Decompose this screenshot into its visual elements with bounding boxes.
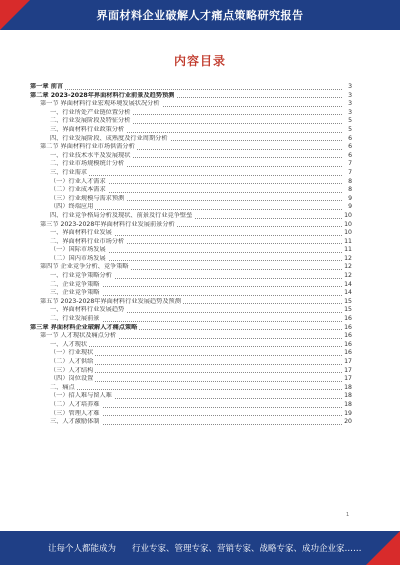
toc-entry[interactable] (30, 100, 352, 109)
toc-entry-text: （三）管理人才难 (50, 409, 100, 417)
toc-entry-page: 18 (344, 392, 352, 400)
toc-entry[interactable] (30, 238, 352, 247)
footer-slogan-left: 让每个人都能成为 (48, 544, 117, 554)
toc-entry-page: 17 (344, 366, 352, 374)
toc-entry-page: 6 (348, 134, 352, 142)
toc-entry-page: 8 (348, 186, 352, 194)
toc-entry-text: 三、界面材料行业政策分析 (50, 125, 125, 133)
toc-entry-text: 三、人才激励体制 (50, 418, 100, 426)
toc-entry[interactable] (30, 135, 352, 144)
toc-entry-page: 3 (348, 108, 352, 116)
toc-entry-text: 一、行业技术水平及发展现状 (50, 151, 131, 159)
toc-entry[interactable] (30, 143, 352, 152)
toc-entry-page: 18 (344, 383, 352, 391)
toc-entry-text: 一、行业竞争策略分析 (50, 272, 112, 280)
toc-entry-text: 四、行业竞争格局分析及现状、前景及行业竞争壁垒 (50, 211, 193, 219)
toc-entry[interactable] (30, 341, 352, 350)
footer-bar (0, 531, 400, 565)
toc-entry[interactable] (30, 289, 352, 298)
toc-entry-page: 20 (344, 418, 352, 426)
toc-entry-page: 10 (344, 220, 352, 228)
toc-entry[interactable] (30, 263, 352, 272)
toc-entry-page: 17 (344, 358, 352, 365)
toc-entry[interactable] (30, 212, 352, 221)
toc-entry[interactable] (30, 349, 352, 358)
toc-entry[interactable] (30, 83, 352, 92)
toc-entry[interactable] (30, 324, 352, 333)
toc-entry-text: （三）人才结构 (50, 366, 94, 374)
toc-entry-page: 3 (348, 100, 352, 108)
toc-entry-text: 二、痛点 (50, 383, 75, 391)
toc-entry-page: 16 (344, 332, 352, 340)
toc-entry-page: 16 (344, 323, 352, 331)
toc-entry-text: （三）行业规模与需求预测 (50, 194, 125, 202)
toc-entry[interactable] (30, 418, 352, 427)
toc-entry-page: 8 (348, 177, 352, 185)
toc-entry-text: 第二节 界面材料行业市场供需分析 (40, 143, 135, 151)
toc-entry-page: 15 (344, 306, 352, 314)
toc-entry[interactable] (30, 195, 352, 204)
toc-entry-page: 9 (348, 194, 352, 202)
toc-entry[interactable] (30, 221, 352, 230)
toc-entry-text: 二、界面材料行业市场分析 (50, 237, 125, 245)
footer-slogan-right: 行业专家、管理专家、营销专家、战略专家、成功企业家…… (132, 544, 362, 554)
toc-entry-page: 9 (348, 203, 352, 211)
toc-entry-text: 二、行业发展前景 (50, 315, 100, 323)
toc-entry[interactable] (30, 178, 352, 187)
toc-entry[interactable] (30, 298, 352, 307)
dot-leader (50, 175, 342, 176)
toc-entry-page: 5 (348, 125, 352, 133)
report-title: 界面材料企业破解人才痛点策略研究报告 (96, 9, 304, 22)
toc-entry[interactable] (30, 117, 352, 126)
toc-entry-page: 11 (344, 246, 352, 254)
toc-entry-text: 第五节 2023-2028年界面材料行业发展趋势及预测 (40, 297, 181, 305)
toc-entry-text: 二、行业发展阶段及特征分析 (50, 117, 131, 125)
toc-entry[interactable] (30, 126, 352, 135)
toc-entry[interactable] (30, 229, 352, 238)
toc-entry-text: 一、人才现状 (50, 340, 88, 348)
toc-entry-text: （二）人才供给 (50, 358, 94, 365)
toc-entry[interactable] (30, 272, 352, 281)
toc-entry-page: 12 (344, 254, 352, 262)
toc-entry-text: 一、界面材料行业发展 (50, 229, 112, 237)
toc-entry-text: （二）国内市场发展 (50, 254, 106, 262)
toc-entry[interactable] (30, 160, 352, 169)
toc-entry[interactable] (30, 246, 352, 255)
toc-entry-text: 第二章 2023-2028年界面材料行业前景及趋势预测 (30, 91, 175, 99)
toc-entry-page: 12 (344, 263, 352, 271)
toc-entry[interactable] (30, 375, 352, 384)
footer-red-corner (366, 531, 400, 565)
toc-entry[interactable] (30, 186, 352, 195)
toc-entry-text: （四）终端应用 (50, 203, 94, 211)
toc-entry-page: 6 (348, 143, 352, 151)
toc-entry-text: 一、行业所处产业链位置分析 (50, 108, 131, 116)
toc-entry-text: 四、行业发展阶段、成熟度及行业周期分析 (50, 134, 168, 142)
toc-entry-text: （一）国际市场发展 (50, 246, 106, 254)
toc-entry-text: （一）行业人才需求 (50, 177, 106, 185)
toc-entry-page: 11 (344, 237, 352, 245)
toc-entry-text: 第一节 人才现状及痛点分析 (40, 332, 117, 340)
toc-entry-text: 第三节 2023-2028年界面材料行业发展前景分析 (40, 220, 175, 228)
toc-entry-page: 5 (348, 117, 352, 125)
header-bar (0, 0, 400, 30)
toc-entry-text: （四）岗位设置 (50, 375, 94, 383)
toc-entry[interactable] (30, 315, 352, 324)
toc-entry[interactable] (30, 109, 352, 118)
toc-entry-page: 15 (344, 297, 352, 305)
toc-entry-page: 10 (344, 211, 352, 219)
toc-entry-page: 19 (344, 409, 352, 417)
toc-entry[interactable] (30, 401, 352, 410)
toc-entry-page: 3 (348, 83, 352, 90)
toc-entry-text: （一）招人难与留人难 (50, 392, 112, 400)
toc-entry-text: 三、行业需求 (50, 168, 88, 176)
toc-entry-page: 7 (348, 168, 352, 176)
page-number: 1 (346, 512, 350, 518)
toc-entry[interactable] (30, 255, 352, 264)
table-of-contents (30, 83, 352, 427)
toc-entry[interactable] (30, 358, 352, 367)
toc-entry[interactable] (30, 392, 352, 401)
toc-entry[interactable] (30, 306, 352, 315)
toc-entry-text: 第四节 企业竞争分析、竞争策略 (40, 263, 129, 271)
toc-entry[interactable] (30, 367, 352, 376)
toc-entry[interactable] (30, 384, 352, 393)
toc-entry-text: 二、企业竞争策略 (50, 280, 100, 288)
dot-leader (30, 89, 342, 90)
toc-entry-page: 16 (344, 315, 352, 323)
toc-entry-text: 第三章 界面材料企业破解人才痛点策略 (30, 323, 138, 331)
toc-entry-page: 14 (344, 289, 352, 297)
toc-entry[interactable] (30, 92, 352, 101)
toc-entry-text: 一、界面材料行业发展趋势 (50, 306, 125, 314)
toc-entry-page: 16 (344, 349, 352, 357)
toc-entry-page: 12 (344, 272, 352, 280)
toc-entry[interactable] (30, 203, 352, 212)
toc-entry-page: 10 (344, 229, 352, 237)
toc-entry-text: 三、企业竞争策略 (50, 289, 100, 297)
toc-entry-page: 16 (344, 340, 352, 348)
toc-entry-page: 14 (344, 280, 352, 288)
toc-entry[interactable] (30, 152, 352, 161)
toc-entry[interactable] (30, 169, 352, 178)
toc-entry-page: 7 (348, 160, 352, 168)
toc-entry-text: 二、行业市场规模统计分析 (50, 160, 125, 168)
toc-entry-page: 3 (348, 91, 352, 99)
dot-leader (50, 346, 342, 347)
toc-heading: 内容目录 (173, 54, 226, 68)
toc-entry[interactable] (30, 332, 352, 341)
toc-entry-text: （一）行业现状 (50, 349, 94, 357)
toc-entry-text: （二）行业成本需求 (50, 186, 106, 194)
toc-entry-text: 第一节 界面材料行业宏观环境发展状况分析 (40, 100, 160, 108)
toc-entry[interactable] (30, 281, 352, 290)
toc-entry-page: 18 (344, 400, 352, 408)
dot-leader (50, 389, 342, 390)
toc-entry-text: （二）人才培养难 (50, 400, 100, 408)
toc-entry-page: 6 (348, 151, 352, 159)
toc-entry-text: 第一章 前言 (30, 83, 64, 90)
toc-entry[interactable] (30, 410, 352, 419)
toc-entry-page: 17 (344, 375, 352, 383)
